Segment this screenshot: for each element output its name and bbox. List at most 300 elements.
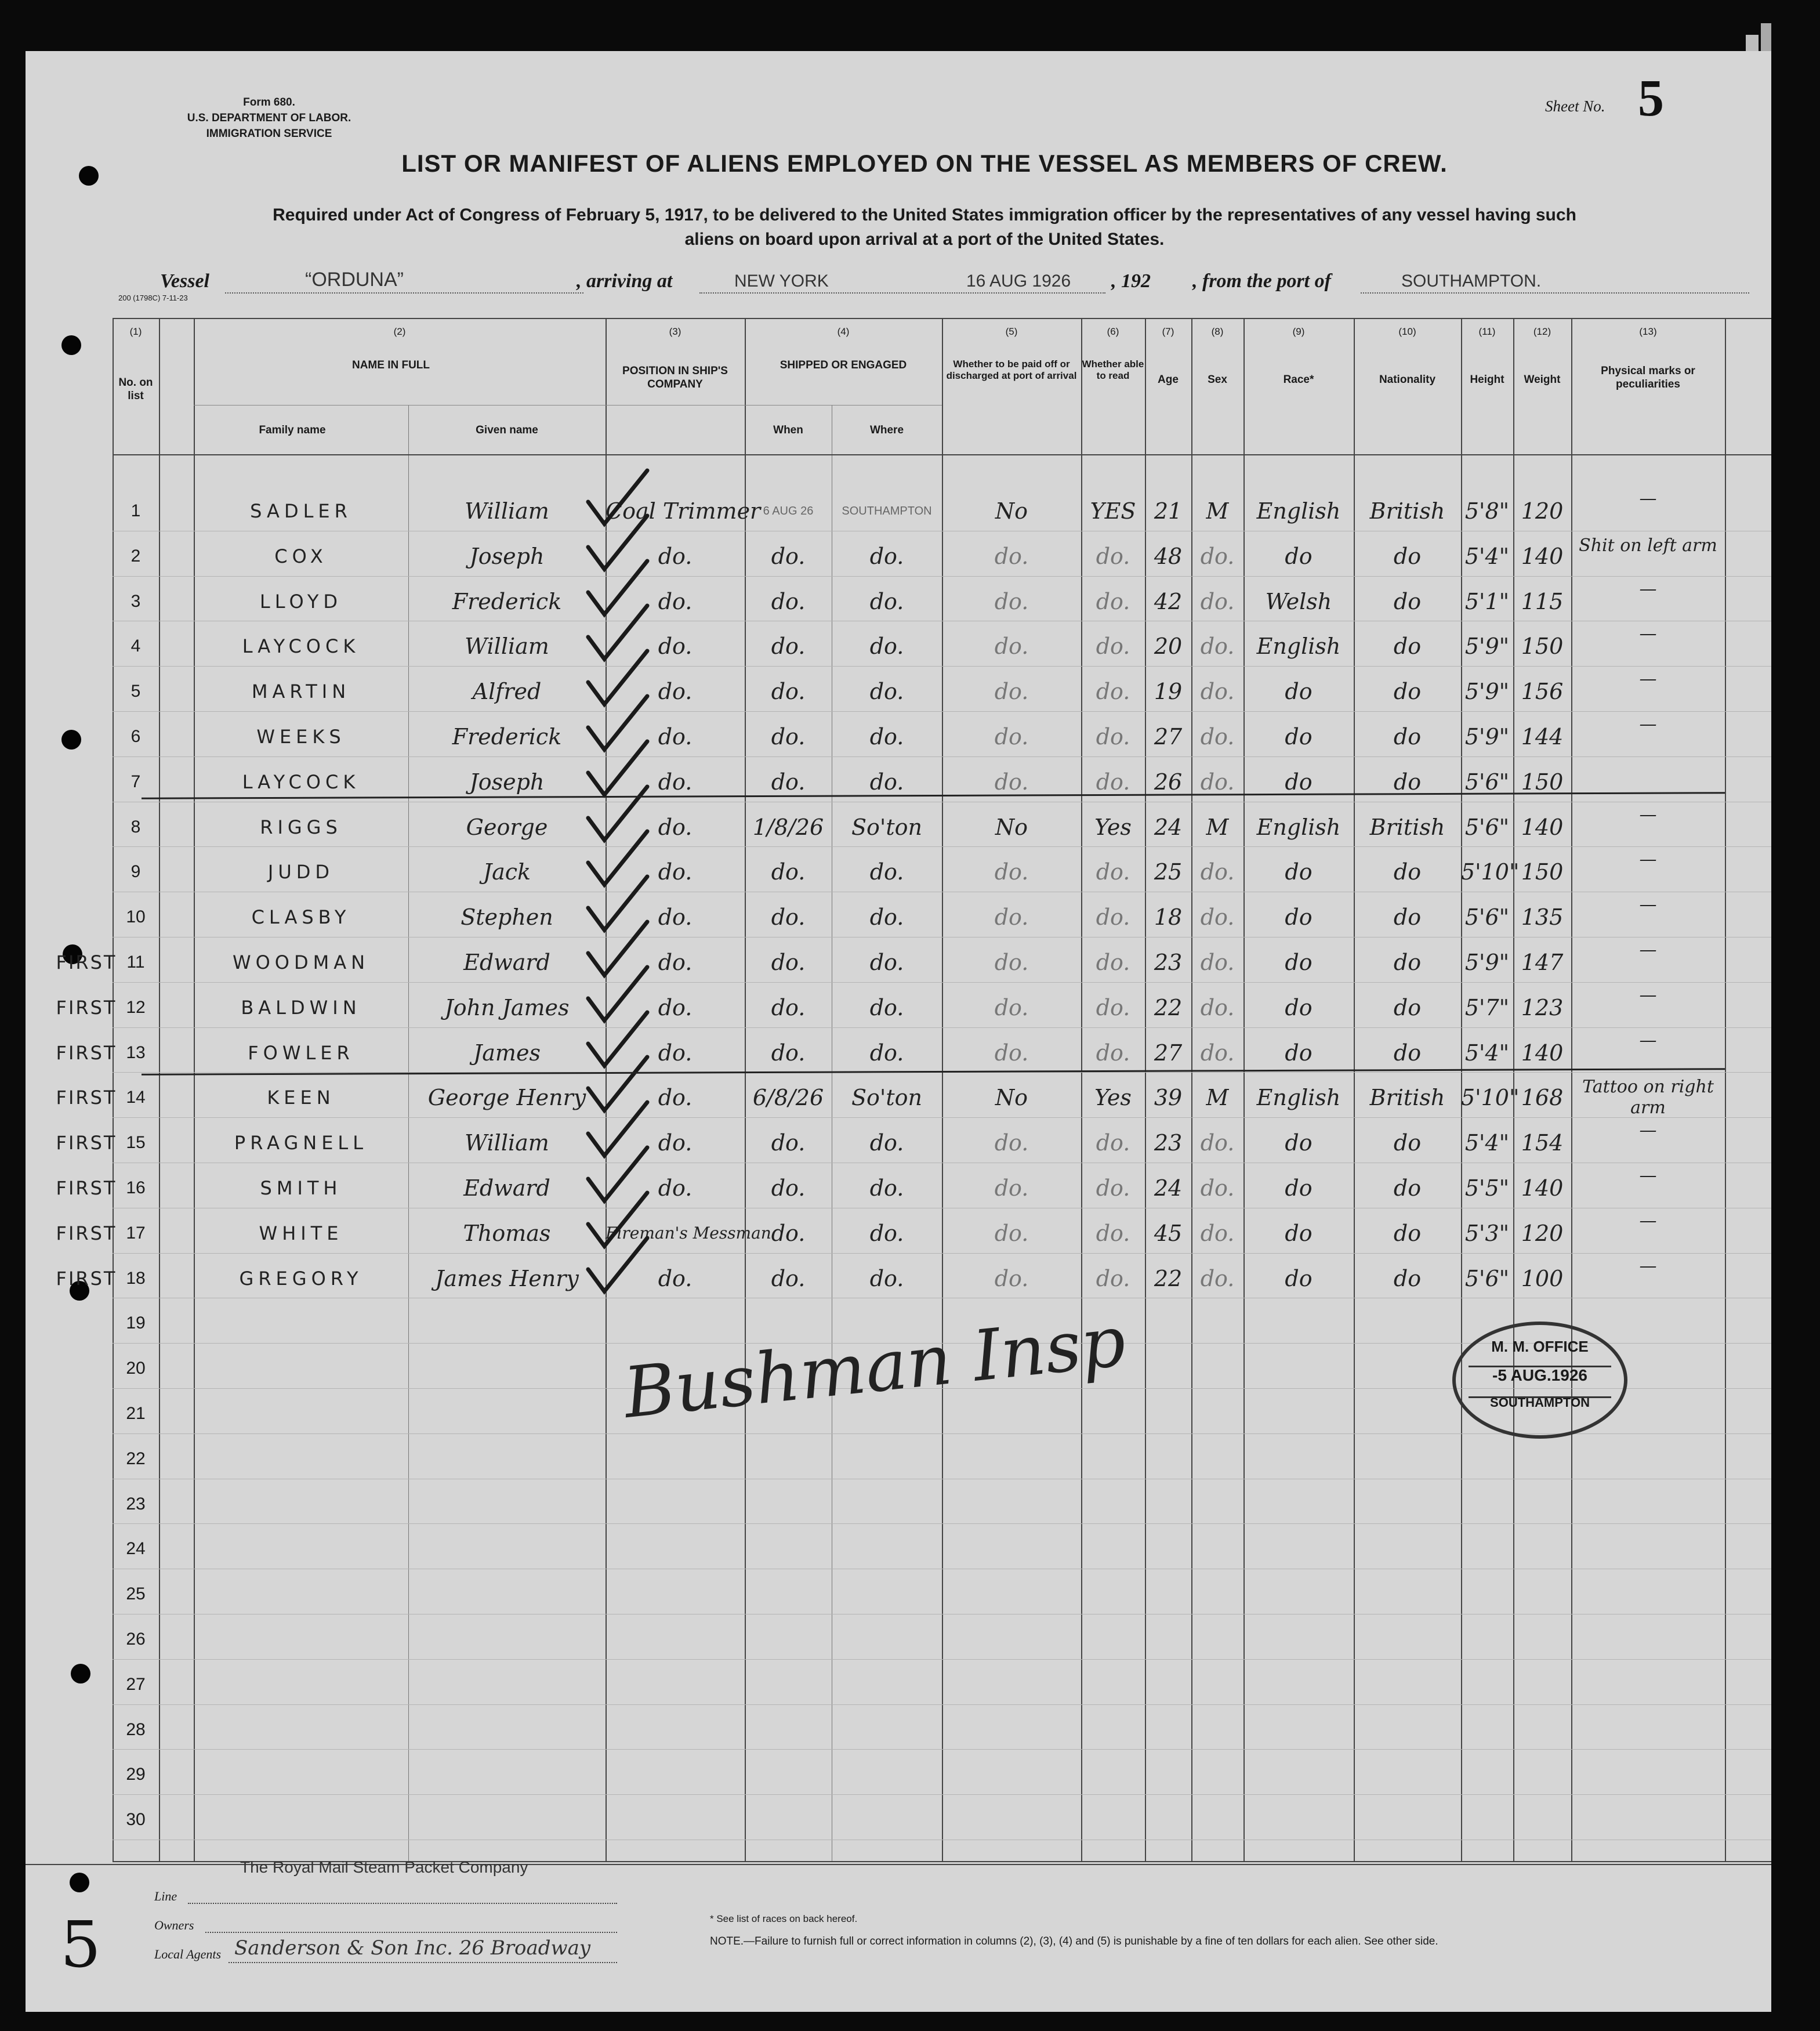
row-number: 26 [126,1630,146,1649]
first-voyage-mark: FIRST [56,1222,117,1244]
position: do. [658,950,693,975]
row-number: 24 [126,1539,146,1559]
table-row [26,1211,1771,1255]
position: do. [658,769,693,795]
paid-off: do. [994,904,1029,931]
paid-off: do. [994,588,1029,614]
nationality: do [1393,769,1422,795]
from-rule [1361,292,1749,294]
shipped-where: do. [869,1175,904,1201]
paid-off: No [995,814,1028,840]
able-to-read: do. [1096,859,1130,885]
sex: do. [1200,1220,1235,1246]
sex: do. [1200,1130,1235,1156]
row-number: 2 [130,546,141,566]
physical-marks: — [1639,895,1657,915]
age: 45 [1154,1220,1183,1246]
shipped-when: do. [771,679,806,705]
nationality: do [1393,1130,1422,1156]
nationality: do [1393,904,1422,931]
given-name: George Henry [427,1085,586,1111]
first-voyage-mark: FIRST [56,996,117,1019]
departure-port: SOUTHAMPTON. [1401,271,1542,291]
column-number: (12) [1533,326,1551,337]
row-number: 12 [126,997,146,1017]
height: 5'9" [1464,724,1510,750]
table-row [26,850,1771,894]
agents-label: Local Agents [154,1947,222,1961]
physical-marks: — [1639,488,1657,509]
weight: 150 [1521,859,1564,885]
nationality: do [1393,588,1422,614]
shipped-where: do. [869,950,904,975]
height: 5'4" [1464,1040,1510,1066]
able-to-read: do. [1096,994,1130,1020]
given-name: William [465,1130,549,1156]
family-name: WEEKS [256,726,346,748]
table-row [26,624,1771,668]
column-number: (11) [1478,326,1496,337]
row-number: 13 [126,1042,146,1062]
physical-marks: — [1639,940,1657,960]
header-given-name: Given name [476,424,538,436]
able-to-read: do. [1096,543,1130,569]
table-row [26,1437,1771,1481]
position: Coal Trimmer [606,498,761,524]
shipped-when: do. [771,1040,806,1066]
paid-off: do. [994,633,1029,660]
position: do. [658,1085,693,1111]
age: 20 [1154,633,1183,660]
table-row [26,1572,1771,1616]
paid-off: do. [994,1220,1029,1246]
family-name: FOWLER [248,1041,354,1064]
given-name: James [473,1040,541,1066]
first-voyage-mark: FIRST [56,1132,117,1154]
first-voyage-mark: FIRST [56,1087,117,1109]
physical-marks: — [1639,578,1657,599]
able-to-read: YES [1090,498,1136,524]
paid-off: do. [994,543,1029,569]
column-number: (8) [1211,326,1224,337]
given-name: William [465,498,549,524]
row-number: 29 [126,1765,146,1784]
print-code: 200 (1798C) 7-11-23 [118,294,188,302]
weight: 168 [1521,1085,1564,1111]
paid-off: do. [994,994,1029,1020]
given-name: Frederick [452,724,562,750]
given-name: George [466,814,548,840]
shipped-where: do. [869,1040,904,1066]
row-number: 28 [126,1719,146,1739]
age: 21 [1154,498,1183,524]
row-rule [113,1704,1771,1705]
family-name: GREGORY [239,1267,363,1290]
weight: 123 [1521,994,1564,1020]
position: do. [658,994,693,1020]
shipped-where: do. [869,904,904,931]
sheet-number: 5 [1638,70,1664,127]
physical-marks: — [1639,984,1657,1005]
able-to-read: Yes [1094,1085,1132,1111]
weight: 100 [1521,1265,1564,1291]
paid-off: No [995,1085,1028,1111]
physical-marks: — [1639,1120,1657,1141]
table-row [26,895,1771,939]
table-row [26,1166,1771,1210]
paid-off: do. [994,1175,1029,1201]
nationality: do [1393,679,1422,705]
margin-number: 5 [60,1907,101,1982]
first-voyage-mark: FIRST [56,1041,117,1064]
header-rule [113,318,1771,319]
race: Welsh [1265,588,1332,614]
weight: 140 [1521,1040,1564,1066]
shipped-when: do. [771,1175,806,1201]
family-name: MARTIN [251,680,351,703]
punch-hole [79,166,99,186]
row-number: 18 [126,1268,146,1288]
shipped-where: do. [869,994,904,1020]
company-name: The Royal Mail Steam Packet Company [240,1858,528,1876]
nationality: British [1369,498,1445,524]
weight: 150 [1521,769,1564,795]
stamp-date: -5 AUG.1926 [1492,1366,1587,1384]
age: 23 [1154,950,1183,975]
office-stamp [1452,1322,1627,1439]
height: 5'6" [1464,1265,1510,1291]
shipped-where: do. [869,633,904,660]
shipped-where: do. [869,1130,904,1156]
sex: do. [1200,633,1235,660]
shipped-when: do. [771,859,806,885]
sex: do. [1200,588,1235,614]
arrival-date: 16 AUG 1926 [966,271,1071,291]
sex: do. [1200,769,1235,795]
nationality: do [1393,950,1422,975]
given-name: James Henry [435,1265,579,1291]
header-paid-off: Whether to be paid off or discharged at port of arrival [946,359,1077,381]
table-row [26,489,1771,533]
shipped-when: do. [771,904,806,931]
row-number: 27 [126,1674,146,1694]
shipped-when: do. [771,994,806,1020]
physical-marks: Shit on left arm [1579,535,1717,556]
vessel-label: Vessel [160,270,209,292]
height: 5'4" [1464,1130,1510,1156]
age: 24 [1154,814,1183,840]
header-age: Age [1158,374,1179,386]
row-number: 22 [126,1449,146,1468]
column-number: (13) [1639,326,1657,337]
row-number: 23 [126,1494,146,1514]
row-number: 11 [126,953,145,972]
race: do [1285,904,1313,931]
shipped-where: So'ton [851,1085,922,1111]
shipped-where: do. [869,588,904,614]
shipped-when: do. [771,543,806,569]
able-to-read: do. [1096,724,1130,750]
header-name-in-full: NAME IN FULL [351,359,430,371]
paid-off: do. [994,769,1029,795]
table-row [26,669,1771,714]
shipped-when: do. [771,769,806,795]
race: English [1256,1085,1341,1111]
table-row [26,1257,1771,1301]
able-to-read: do. [1096,1040,1130,1066]
height: 5'6" [1464,769,1510,795]
vessel-name: “ORDUNA” [305,269,404,291]
header-where: Where [869,424,904,436]
physical-marks: — [1639,1165,1657,1186]
table-row [26,1121,1771,1165]
column-number: (4) [837,326,850,337]
table-row [26,1663,1771,1707]
age: 22 [1154,1265,1183,1291]
physical-marks: — [1639,849,1657,870]
row-rule [113,1523,1771,1524]
family-name: SMITH [260,1177,342,1199]
shipped-when: 6 AUG 26 [763,505,814,517]
race: do [1285,1175,1313,1201]
position: do. [658,679,693,705]
able-to-read: do. [1096,904,1130,931]
nationality: do [1393,1220,1422,1246]
row-number: 9 [130,862,141,882]
age: 26 [1154,769,1183,795]
height: 5'3" [1464,1220,1510,1246]
height: 5'5" [1464,1175,1510,1201]
header-able-to-read: Whether able to read [1082,359,1144,381]
given-name: Edward [463,950,550,975]
row-number: 1 [130,501,141,520]
header-nationality: Nationality [1379,374,1436,386]
family-name: LLOYD [259,590,343,613]
family-name: WOODMAN [232,951,370,973]
table-row [26,1798,1771,1842]
table-row [26,1482,1771,1526]
position: do. [658,1040,693,1066]
row-number: 4 [130,636,141,656]
shipped-where: do. [869,724,904,750]
paid-off: do. [994,950,1029,975]
sex: do. [1200,904,1235,931]
physical-marks: — [1639,669,1657,690]
form-identifier [136,95,403,142]
table-row [26,1076,1771,1120]
header-family-name: Family name [259,424,326,436]
race: do [1285,769,1313,795]
subtitle-line-1: Required under Act of Congress of February 5, 1917, to be delivered to the United States immigration officer by the representatives of any vessel having such [273,205,1576,225]
header-physical-marks: Physical marks or peculiarities [1601,365,1695,390]
stamp-office: M. M. OFFICE [1491,1338,1589,1355]
race: do [1285,1040,1313,1066]
sex: M [1206,1085,1229,1111]
physical-marks: — [1639,624,1657,645]
race: do [1285,679,1313,705]
first-voyage-mark: FIRST [56,1267,117,1290]
nationality: do [1393,1040,1422,1066]
position: do. [658,904,693,931]
family-name: LAYCOCK [242,635,360,658]
family-name: LAYCOCK [242,770,360,793]
age: 22 [1154,994,1183,1020]
column-number: (3) [669,326,681,337]
column-number: (7) [1162,326,1174,337]
weight: 140 [1521,1175,1564,1201]
sex: do. [1200,1265,1235,1291]
header-position: POSITION IN SHIP'S COMPANY [622,365,728,390]
year-label: , 192 [1111,270,1151,292]
form-number: Form 680. [243,96,295,108]
row-number: 25 [126,1584,146,1604]
age: 48 [1154,543,1183,569]
height: 5'10" [1461,1085,1520,1111]
shipped-where: do. [869,679,904,705]
given-name: Stephen [461,904,553,931]
column-number: (2) [393,326,406,337]
agents-value: Sanderson & Son Inc. 26 Broadway [234,1936,591,1960]
row-number: 21 [126,1404,146,1423]
sex: do. [1200,1175,1235,1201]
table-row [26,940,1771,984]
given-name: Joseph [469,769,545,795]
family-name: RIGGS [260,816,342,838]
subtitle-line-2: aliens on board upon arrival at a port of the United States. [684,230,1165,249]
column-number: (5) [1005,326,1018,337]
sex: do. [1200,1040,1235,1066]
row-rule [113,1794,1771,1795]
sex: do. [1200,724,1235,750]
given-name: Frederick [452,588,562,614]
weight: 135 [1521,904,1564,931]
header-sex: Sex [1208,374,1227,386]
nationality: do [1393,543,1422,569]
row-number: 6 [130,727,141,746]
height: 5'7" [1464,994,1510,1020]
header-shipped-or-engaged: SHIPPED OR ENGAGED [780,359,907,371]
subtitle [142,203,1707,252]
physical-marks: — [1639,1210,1657,1231]
able-to-read: do. [1096,588,1130,614]
shipped-when: do. [771,633,806,660]
weight: 154 [1521,1130,1564,1156]
row-number: 20 [126,1359,146,1378]
sex: do. [1200,950,1235,975]
nationality: do [1393,994,1422,1020]
table-row [26,805,1771,849]
manifest-sheet [26,51,1771,2012]
height: 5'10" [1461,859,1520,885]
row-number: 8 [130,817,141,837]
department: U.S. DEPARTMENT OF LABOR. [187,112,351,124]
row-rule [113,1659,1771,1660]
family-name: COX [274,545,328,567]
weight: 144 [1521,724,1564,750]
given-name: Thomas [463,1220,551,1246]
row-number: 17 [126,1223,146,1243]
shipped-when: 6/8/26 [752,1085,824,1111]
row-number: 3 [130,591,141,611]
line-label: Line [154,1889,177,1903]
header-race: Race* [1283,374,1314,386]
position: do. [658,814,693,840]
penalty-note: NOTE.—Failure to furnish full or correct information in columns (2), (3), (4) and (5) is punishable by a fine of ten dollars for each alien. See other side. [710,1935,1438,1947]
age: 39 [1154,1085,1183,1111]
arriving-label: , arriving at [577,270,673,292]
owners-label: Owners [154,1918,194,1932]
table-row [26,1031,1771,1075]
given-name: Edward [463,1175,550,1201]
column-number: (6) [1107,326,1119,337]
race: do [1285,994,1313,1020]
given-name: Joseph [469,543,545,569]
paid-off: do. [994,1130,1029,1156]
sex: M [1206,498,1229,524]
given-name: William [465,633,549,660]
height: 5'4" [1464,543,1510,569]
from-label: , from the port of [1192,270,1331,292]
column-number: (1) [129,326,142,337]
first-voyage-mark: FIRST [56,951,117,973]
footnote: * See list of races on back hereof. [710,1913,858,1924]
position: do. [658,588,693,614]
paid-off: do. [994,1040,1029,1066]
position: do. [658,633,693,660]
stamp-location: SOUTHAMPTON [1490,1395,1590,1410]
header-height: Height [1470,374,1504,386]
weight: 150 [1521,633,1564,660]
punch-hole [70,1873,89,1892]
nationality: British [1369,1085,1445,1111]
weight: 156 [1521,679,1564,705]
service: IMMIGRATION SERVICE [206,128,332,140]
row-number: 5 [130,682,141,701]
able-to-read: do. [1096,679,1130,705]
physical-marks: — [1639,1255,1657,1276]
line-rule [188,1903,617,1904]
shipped-where: SOUTHAMPTON [842,505,932,517]
weight: 147 [1521,950,1564,975]
row-number: 14 [126,1088,146,1107]
able-to-read: do. [1096,1130,1130,1156]
sex: do. [1200,859,1235,885]
stamp-band [1469,1366,1611,1398]
nationality: do [1393,859,1422,885]
column-number: (9) [1292,326,1305,337]
position: do. [658,543,693,569]
physical-marks: — [1639,714,1657,734]
sex: do. [1200,543,1235,569]
race: do [1285,1220,1313,1246]
shipped-when: do. [771,1130,806,1156]
shipped-when: do. [771,950,806,975]
position: do. [658,1130,693,1156]
height: 5'1" [1464,588,1510,614]
page-title: LIST OR MANIFEST OF ALIENS EMPLOYED ON THE VESSEL AS MEMBERS OF CREW. [401,150,1448,177]
given-name: Alfred [472,679,542,705]
sex: do. [1200,679,1235,705]
table-row [26,580,1771,624]
able-to-read: Yes [1094,814,1132,840]
family-name: CLASBY [251,906,351,929]
able-to-read: do. [1096,1265,1130,1291]
shipped-when: do. [771,1220,806,1246]
position: do. [658,1265,693,1291]
race: English [1256,633,1341,660]
shipped-where: do. [869,859,904,885]
family-name: BALDWIN [241,996,361,1019]
